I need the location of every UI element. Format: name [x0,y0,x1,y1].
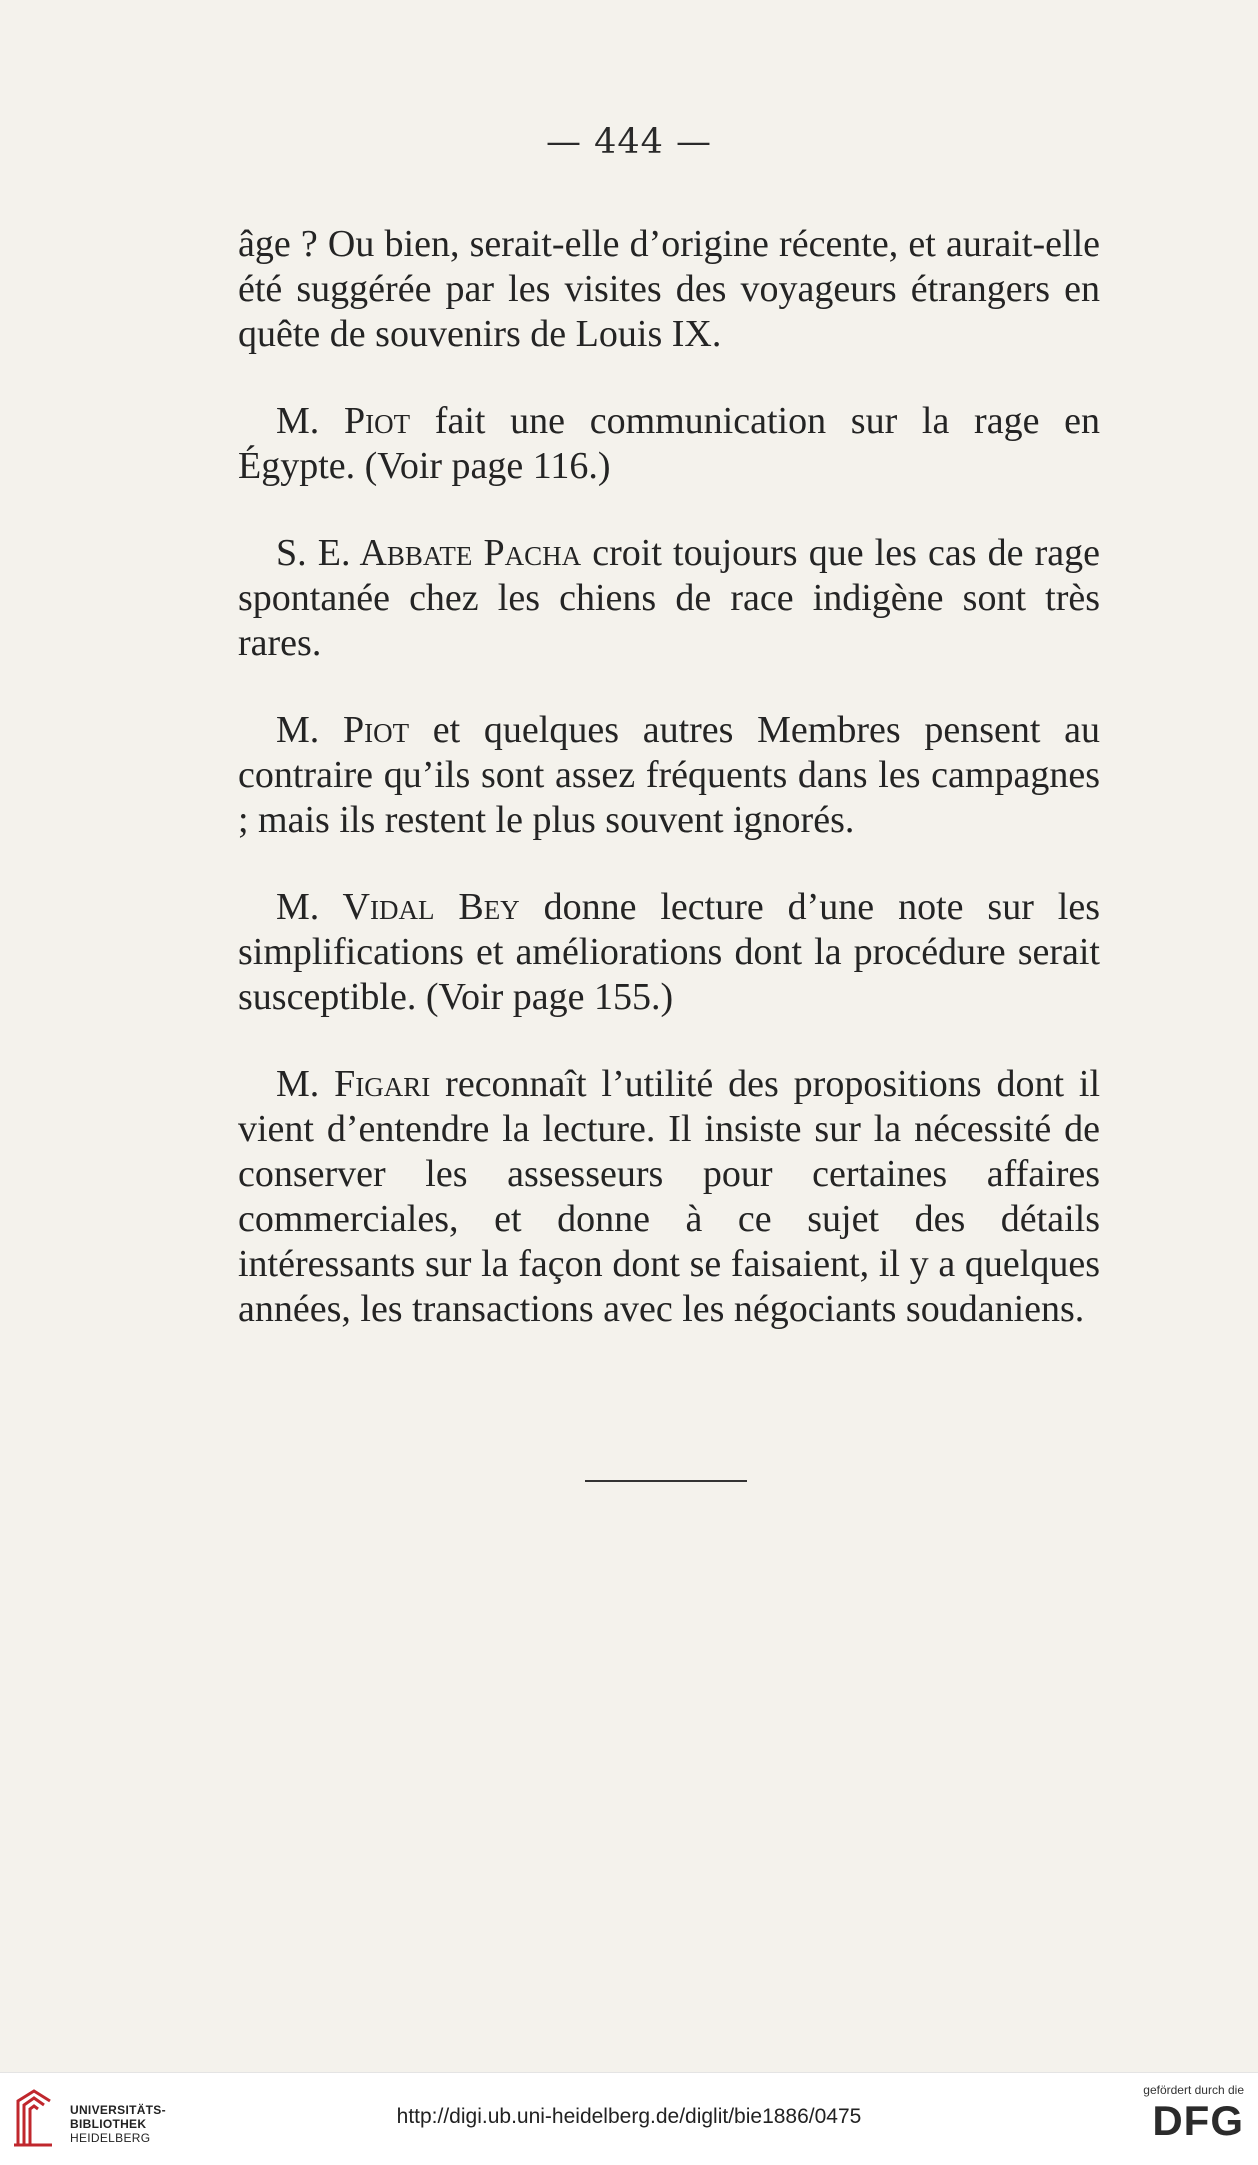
paragraph-1-text: âge ? Ou bien, serait-elle d’origine récente, et aurait-elle été suggérée par les visites des voyageurs étrangers en quête de souvenirs de Louis IX. [238,223,1100,355]
section-divider [585,1480,747,1482]
page-body [238,222,1100,1374]
dfg-logo: DFG [1152,2097,1244,2144]
library-name-line-3: HEIDELBERG [70,2131,151,2145]
paragraph-6-text: reconnaît l’utilité des propositions dont il vient d’entendre la lecture. Il insiste sur la nécessité de conserver les assesseurs pour certaines affaires commerciales, et donne à ce sujet des détails intéressants sur la façon dont se faisaient, il y a quelques années, les transactions avec les négociants soudaniens. [238,1063,1100,1330]
footer-bar [0,2072,1258,2165]
paragraph-5 [238,885,1100,1020]
page-number: — 444 — [545,122,713,162]
speaker-name: S. E. Abbate Pacha [276,532,582,574]
paragraph-6 [238,1062,1100,1332]
paragraph-4 [238,708,1100,843]
paragraph-2 [238,399,1100,489]
speaker-name: M. Vidal Bey [276,886,520,928]
permalink-url[interactable]: http://digi.ub.uni-heidelberg.de/diglit/bie1886/0475 [396,2105,862,2128]
paragraph-3-text: croit toujours que les cas de rage spontanée chez les chiens de race indigène sont très rares. [238,532,1100,664]
speaker-name: M. Figari [276,1063,431,1105]
library-name-line-1: UNIVERSITÄTS- [70,2103,166,2117]
paragraph-2-text: fait une communication sur la rage en Égypte. (Voir page 116.) [238,400,1100,487]
funder-logo[interactable] [1114,2083,1244,2143]
speaker-name: M. Piot [276,400,411,442]
paragraph-4-text: et quelques autres Membres pensent au contraire qu’ils sont assez fréquents dans les campagnes ; mais ils restent le plus souvent ignorés. [238,709,1101,841]
speaker-name: M. Piot [276,709,410,751]
funder-note: gefördert durch die [1143,2083,1244,2097]
paragraph-1 [238,222,1100,357]
paragraph-3 [238,531,1100,666]
paragraph-5-text: donne lecture d’une note sur les simplifications et améliorations dont la procédure serait susceptible. (Voir page 155.) [238,886,1100,1018]
library-name-line-2: BIBLIOTHEK [70,2117,147,2131]
